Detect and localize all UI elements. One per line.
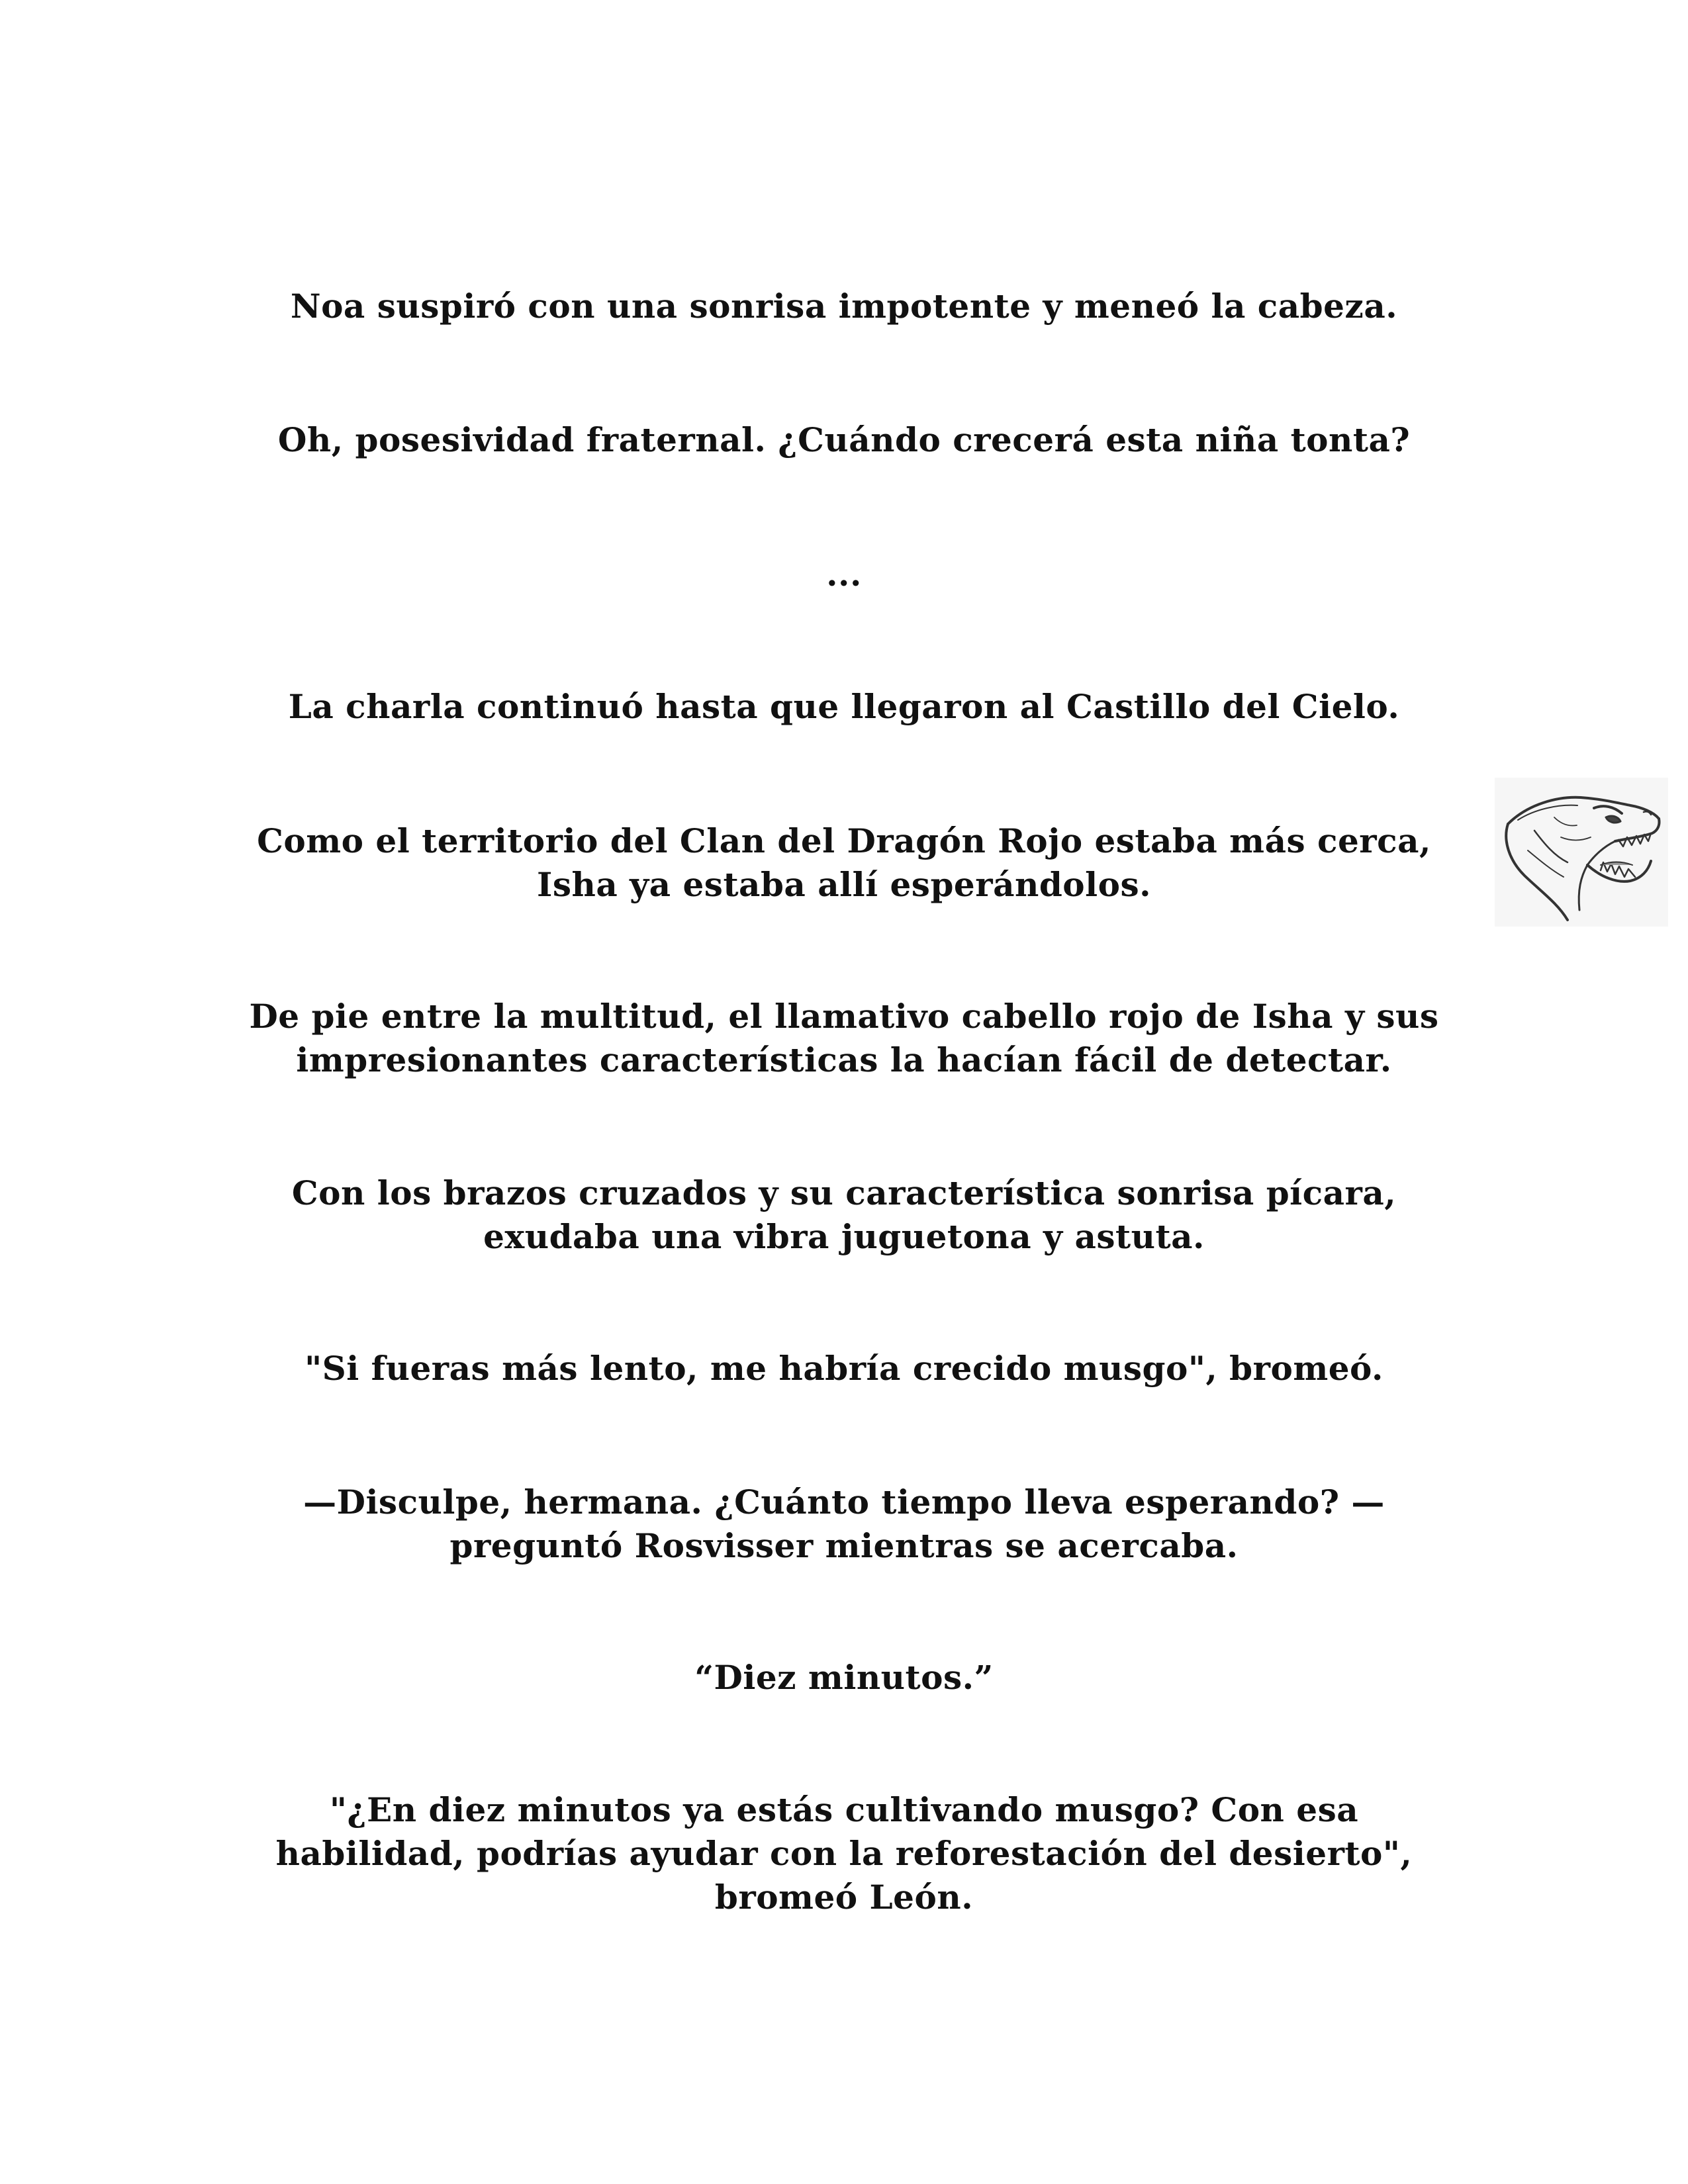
- paragraph: [199, 418, 1489, 462]
- paragraph-line: Como el territorio del Clan del Dragón Rojo estaba más cerca,: [257, 821, 1431, 860]
- paragraph-line: La charla continuó hasta que llegaron al Castillo del Cielo.: [288, 687, 1400, 726]
- paragraph-line: "Si fueras más lento, me habría crecido musgo", bromeó.: [305, 1349, 1383, 1388]
- paragraph: [199, 285, 1489, 328]
- paragraph: [199, 995, 1489, 1082]
- paragraph: [199, 1656, 1489, 1700]
- paragraph-line: preguntó Rosvisser mientras se acercaba.: [449, 1526, 1239, 1565]
- paragraph-line: Oh, posesividad fraternal. ¿Cuándo crecerá esta niña tonta?: [277, 420, 1411, 459]
- paragraph: [199, 1480, 1489, 1568]
- paragraph-line: habilidad, podrías ayudar con la reforestación del desierto",: [275, 1834, 1413, 1873]
- paragraph-line: Con los brazos cruzados y su característica sonrisa pícara,: [291, 1173, 1397, 1212]
- paragraph: [199, 819, 1489, 907]
- paragraph: [199, 1347, 1489, 1390]
- paragraph-line: impresionantes características la hacían fácil de detectar.: [296, 1040, 1392, 1079]
- paragraph-line: “Diez minutos.”: [694, 1658, 994, 1697]
- paragraph-line: exudaba una vibra juguetona y astuta.: [483, 1217, 1205, 1256]
- paragraph-line: De pie entre la multitud, el llamativo cabello rojo de Isha y sus: [249, 997, 1439, 1036]
- paragraph: [199, 685, 1489, 729]
- paragraph-line: Isha ya estaba allí esperándolos.: [536, 865, 1152, 904]
- paragraph-line: "¿En diez minutos ya estás cultivando musgo? Con esa: [329, 1790, 1359, 1829]
- paragraph-line: Noa suspiró con una sonrisa impotente y meneó la cabeza.: [290, 287, 1398, 326]
- paragraph-line: ...: [826, 555, 862, 594]
- dinosaur-head-sketch-icon: [1495, 778, 1668, 927]
- scene-break: [199, 553, 1489, 596]
- paragraph-line: bromeó León.: [714, 1878, 974, 1917]
- paragraph: [199, 1788, 1489, 1919]
- paragraph: [199, 1171, 1489, 1259]
- paragraph-line: —Disculpe, hermana. ¿Cuánto tiempo lleva esperando? —: [303, 1482, 1385, 1522]
